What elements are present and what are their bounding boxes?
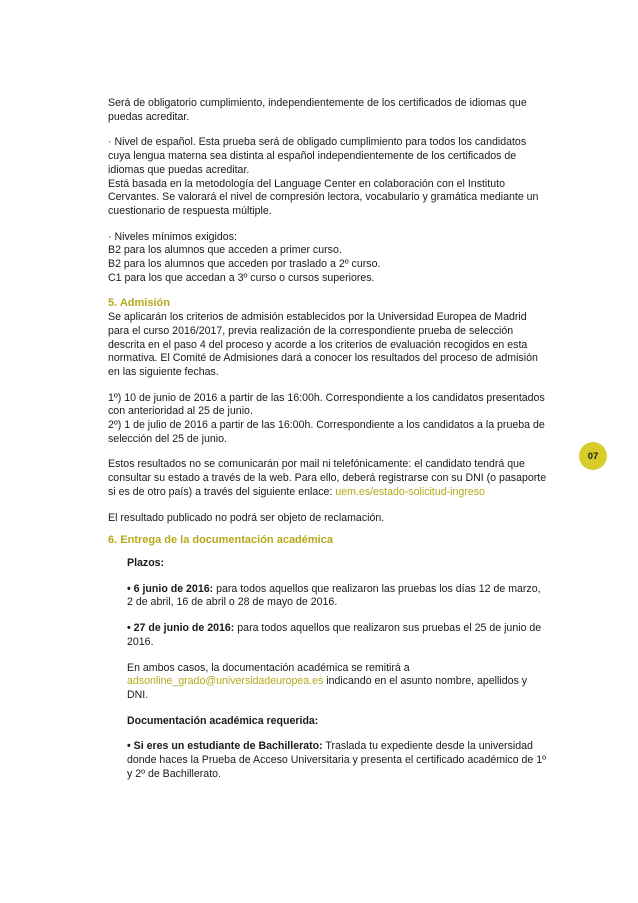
admission-paragraph: Se aplicarán los criterios de admisión establecidos por la Universidad Europea de Madrid para el curso 2016/2017, previa realización de la correspondiente prueba de selección descrita en el paso 4 del proceso y acorde a los criterios de evaluación recogidos en esta normativa. El Comité de Admisiones dará a conocer los resultados del proceso de admisión en las siguiente fechas. bbox=[108, 311, 538, 378]
level-item: B2 para los alumnos que acceden por traslado a 2º curso. bbox=[108, 258, 381, 271]
deadline-1-date: • 6 junio de 2016: bbox=[127, 582, 214, 595]
bachillerato-item bbox=[127, 740, 548, 781]
bachillerato-text: Traslada tu expediente desde la universidad donde haces la Prueba de Acceso Universitaria y presenta el certificado académico de 1º y 2º de Bachillerato. bbox=[127, 740, 547, 780]
plazos-label: Plazos: bbox=[127, 556, 165, 569]
deadline-2-text: para todos aquellos que realizaron sus pruebas el 25 de junio de 2016. bbox=[127, 622, 542, 648]
no-claim-note: El resultado publicado no podrá ser objeto de reclamación. bbox=[108, 511, 385, 524]
section-5-title: 5. Admisión bbox=[108, 297, 170, 310]
deadline-item-1 bbox=[127, 583, 548, 610]
admission-date-1: 1º) 10 de junio de 2016 a partir de las 16:00h. Correspondiente a los candidatos presentados con anterioridad al 25 de junio. bbox=[108, 391, 545, 418]
intro-paragraph-1: Será de obligatorio cumplimiento, independientemente de los certificados de idiomas que puedas acreditar. bbox=[108, 97, 527, 123]
section-6-body bbox=[108, 557, 548, 781]
level-item: C1 para los que accedan a 3º curso o cursos superiores. bbox=[108, 271, 375, 284]
bachillerato-label: • Si eres un estudiante de Bachillerato: bbox=[127, 740, 323, 753]
page-number-badge: 07 bbox=[579, 442, 607, 470]
level-item: B2 para los alumnos que acceden a primer curso. bbox=[108, 244, 342, 257]
remit-text: En ambos casos, la documentación académica se remitirá a bbox=[127, 661, 410, 674]
results-paragraph bbox=[108, 458, 548, 499]
levels-title: · Niveles mínimos exigidos: bbox=[108, 230, 237, 243]
results-text: Estos resultados no se comunicarán por mail ni telefónicamente: el candidato tendrá que consultar su estado a través de la web. Para ello, deberá registrarse con su DNI (o pasaporte si es de otro país) a través del siguiente enlace: bbox=[108, 458, 547, 498]
remit-paragraph bbox=[127, 662, 548, 703]
required-docs-label: Documentación académica requerida: bbox=[127, 714, 319, 727]
section-6-title: 6. Entrega de la documentación académica bbox=[108, 534, 333, 547]
status-link[interactable]: uem.es/estado-solicitud-ingreso bbox=[335, 485, 485, 498]
intro-paragraph-3: Está basada en la metodología del Language Center en colaboración con el Instituto Cervantes. Se valorará el nivel de compresión lectora, vocabulario y gramática mediante un cuestionario de respuesta múltiple. bbox=[108, 177, 539, 217]
admission-date-2: 2º) 1 de julio de 2016 a partir de las 16:00h. Correspondiente a los candidatos a la prueba de selección del 25 de junio. bbox=[108, 419, 545, 445]
page-content bbox=[108, 97, 548, 781]
remit-tail: indicando en el asunto nombre, apellidos y DNI. bbox=[127, 675, 528, 701]
admissions-email-link[interactable]: adsonline_grado@universidadeuropea.es bbox=[127, 675, 324, 688]
deadline-2-date: • 27 de junio de 2016: bbox=[127, 622, 235, 635]
deadline-1-text: para todos aquellos que realizaron las pruebas los días 12 de marzo, 2 de abril, 16 de abril o 28 de mayo de 2016. bbox=[127, 582, 541, 609]
deadline-item-2 bbox=[127, 622, 548, 649]
intro-paragraph-2: · Nivel de español. Esta prueba será de obligado cumplimiento para todos los candidatos cuya lengua materna sea distinta al español independientemente de los certificados de idiomas que puedas acreditar. bbox=[108, 136, 527, 176]
